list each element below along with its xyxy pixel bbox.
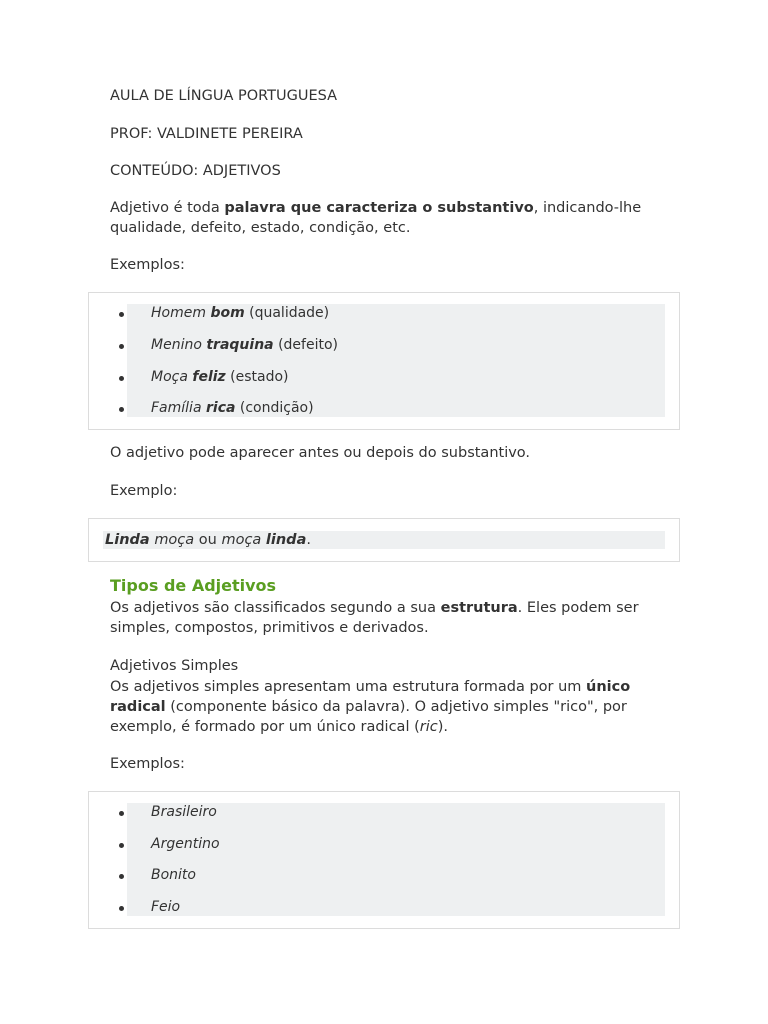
list-item: Argentino [127, 834, 665, 854]
tipos-paragraph: Os adjetivos são classificados segundo a sua estrutura. Eles podem ser simples, compostos, primitivos e derivados. [110, 600, 639, 636]
position-paragraph: O adjetivo pode aparecer antes ou depois do substantivo. [110, 445, 531, 461]
list-item: Menino traquina (defeito) [127, 335, 665, 355]
section-title-tipos: Tipos de Adjetivos [110, 576, 277, 595]
examples-label-2: Exemplos: [110, 756, 185, 772]
bullet-icon [119, 312, 124, 317]
example-box [88, 518, 680, 562]
example-label: Exemplo: [110, 483, 178, 499]
list-item: Homem bom (qualidade) [127, 303, 665, 323]
examples-box-1 [88, 292, 680, 430]
examples-label-1: Exemplos: [110, 257, 185, 273]
header-conteudo: CONTEÚDO: ADJETIVOS [110, 163, 281, 179]
bullet-icon [119, 376, 124, 381]
bullet-icon [119, 811, 124, 816]
subsection-simples: Adjetivos Simples [110, 658, 239, 674]
bullet-icon [119, 407, 124, 412]
bullet-icon [119, 843, 124, 848]
list-item: Brasileiro [127, 802, 665, 822]
list-item: Bonito [127, 865, 665, 885]
definition-paragraph: Adjetivo é toda palavra que caracteriza o substantivo, indicando-lhe qualidade, defeito, estado, condição, etc. [110, 200, 642, 236]
bullet-icon [119, 906, 124, 911]
bullet-icon [119, 344, 124, 349]
example-line: Linda moça ou moça linda. [103, 531, 665, 549]
bullet-icon [119, 874, 124, 879]
list-item: Moça feliz (estado) [127, 367, 665, 387]
simples-paragraph: Os adjetivos simples apresentam uma estrutura formada por um único radical (componente básico da palavra). O adjetivo simples "rico", por exemplo, é formado por um único radical (ric). [110, 679, 631, 735]
header-aula: AULA DE LÍNGUA PORTUGUESA [110, 88, 338, 104]
examples-box-2 [88, 791, 680, 929]
header-prof: PROF: VALDINETE PEREIRA [110, 126, 303, 142]
list-item: Família rica (condição) [127, 398, 665, 418]
list-item: Feio [127, 897, 665, 917]
